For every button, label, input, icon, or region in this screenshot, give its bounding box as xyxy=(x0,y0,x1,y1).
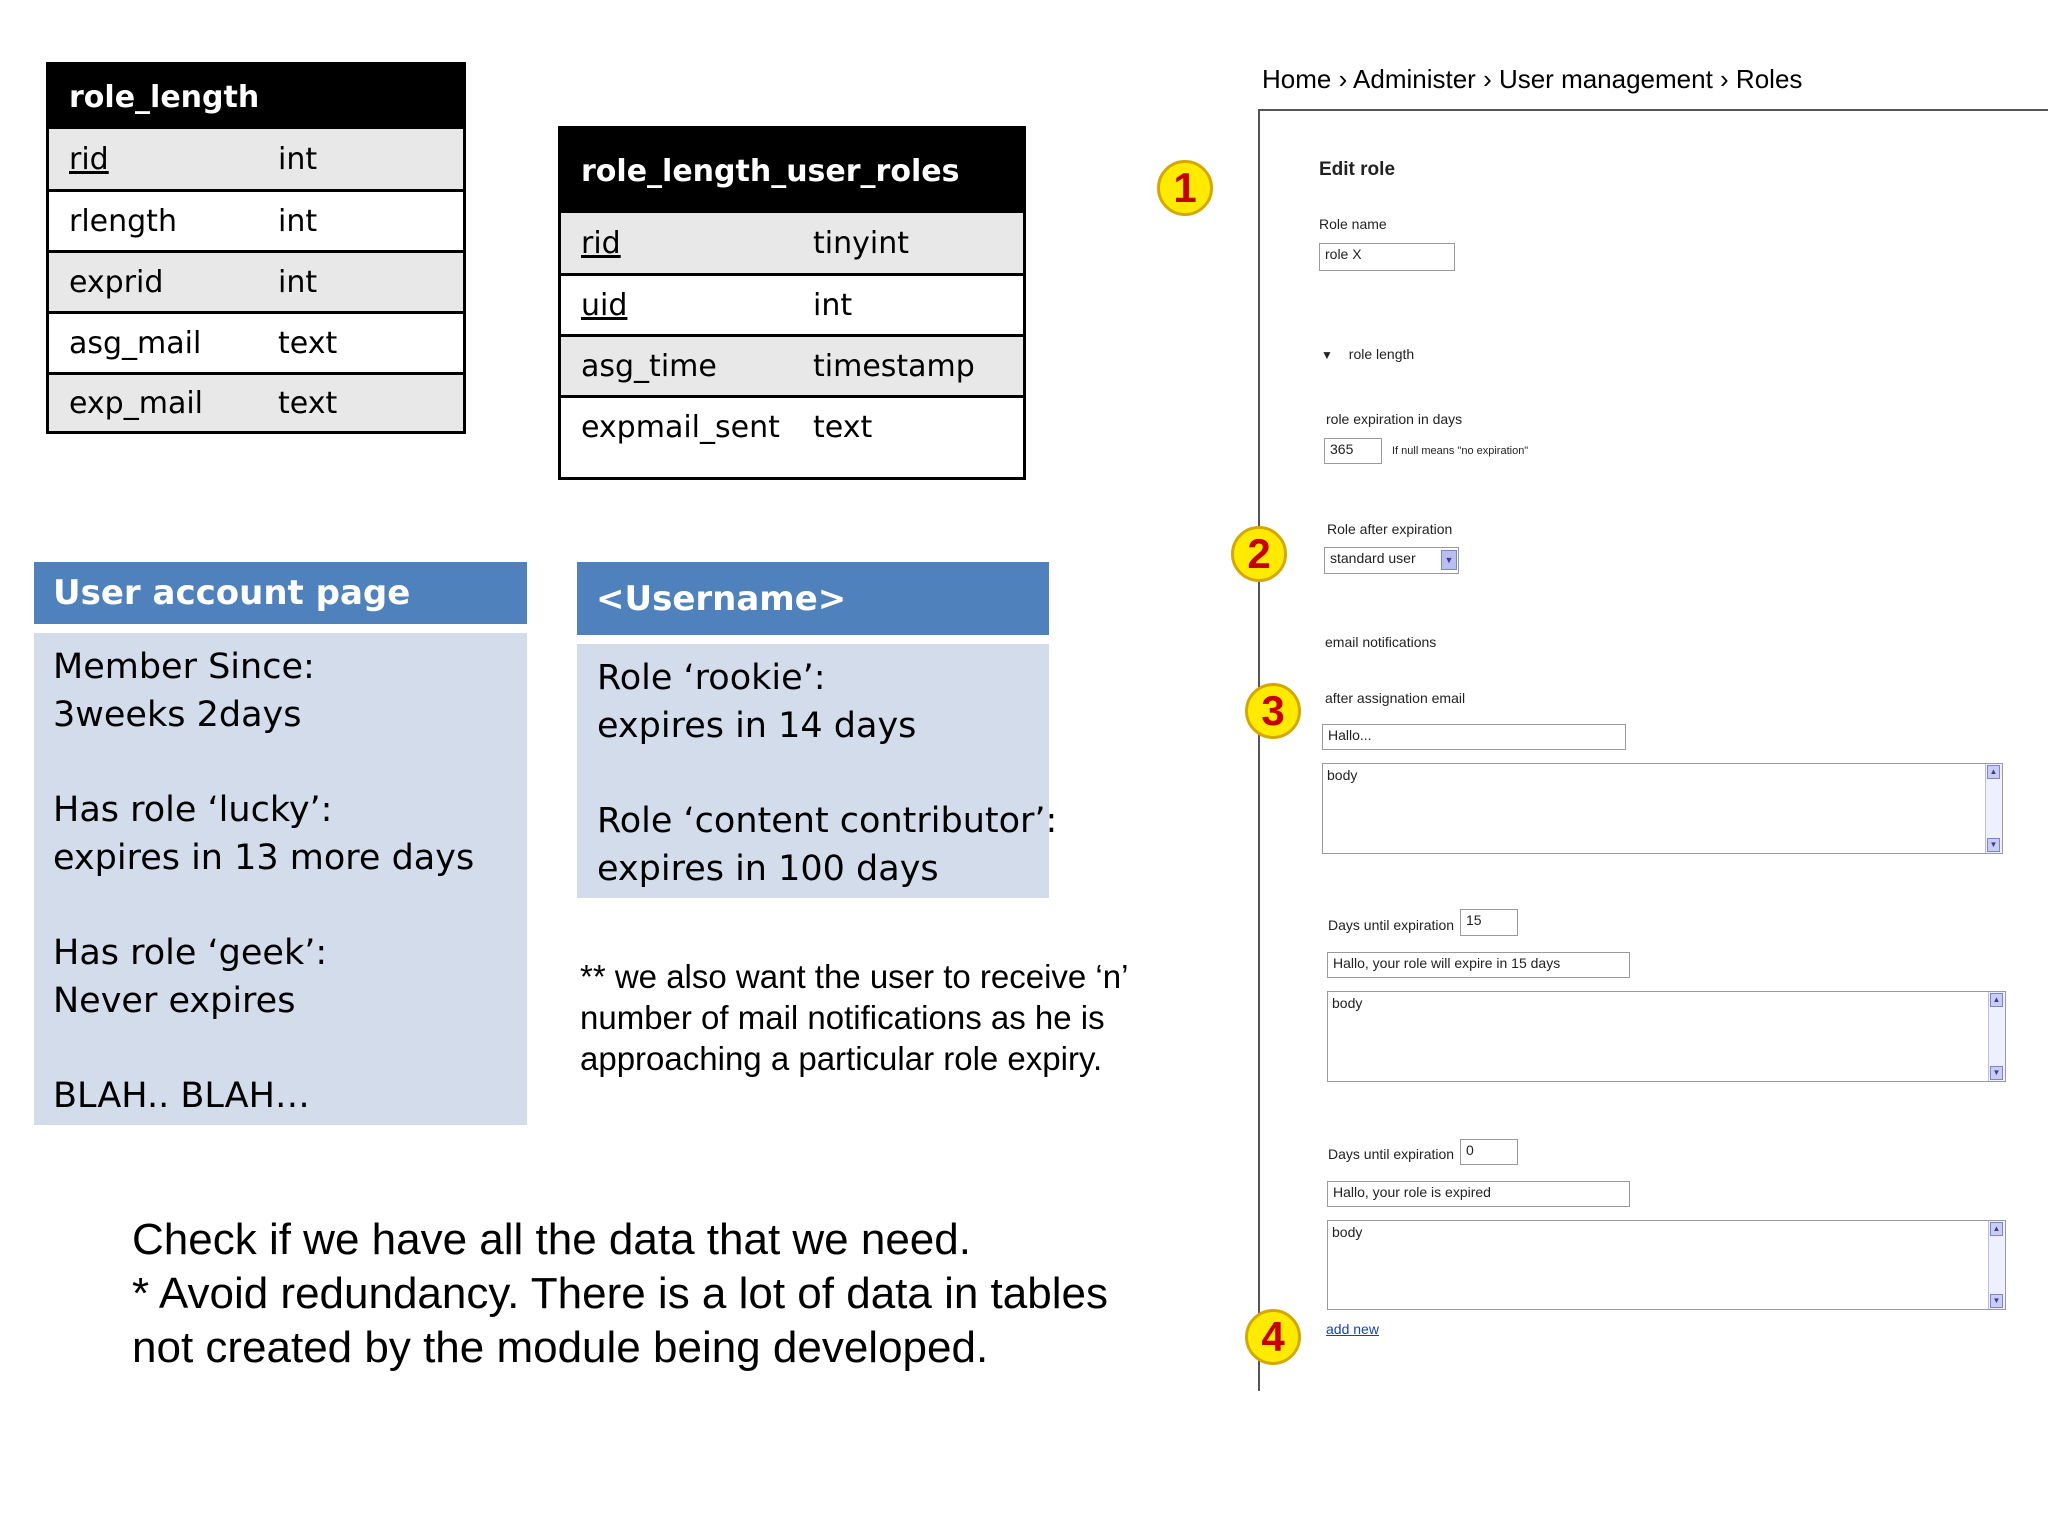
panel-line: expires in 14 days xyxy=(597,706,917,746)
triangle-down-icon: ▼ xyxy=(1321,348,1333,362)
column-type: int xyxy=(278,203,318,239)
breadcrumb[interactable]: Home › Administer › User management › Roles xyxy=(1262,64,1803,94)
notice1-subject-input[interactable]: Hallo, your role will expire in 15 days xyxy=(1327,952,1630,978)
scroll-down-icon[interactable]: ▼ xyxy=(1990,1294,2003,1308)
notice2-subject-input[interactable]: Hallo, your role is expired xyxy=(1327,1181,1630,1207)
chevron-down-icon[interactable]: ▼ xyxy=(1441,550,1457,570)
scrollbar[interactable] xyxy=(1988,992,2005,1081)
column-type: timestamp xyxy=(813,348,975,384)
panel-line: Member Since: xyxy=(53,647,315,687)
table-row xyxy=(561,273,1023,334)
table-row xyxy=(49,189,463,250)
column-type: tinyint xyxy=(813,225,909,261)
role-name-label: Role name xyxy=(1319,216,1387,232)
role-name-input[interactable]: role X xyxy=(1319,243,1455,271)
form-frame-left-border xyxy=(1258,109,1260,1391)
panel-line: expires in 13 more days xyxy=(53,838,475,878)
notice1-body-textarea[interactable] xyxy=(1327,991,2006,1082)
table-row xyxy=(561,334,1023,395)
after-expiration-select[interactable] xyxy=(1324,547,1459,574)
username-panel xyxy=(577,644,1058,898)
form-frame-top-border xyxy=(1258,109,2048,111)
textarea-value: body xyxy=(1332,1224,1363,1240)
column-type: int xyxy=(278,264,318,300)
scroll-up-icon[interactable]: ▲ xyxy=(1990,993,2003,1007)
scroll-up-icon[interactable]: ▲ xyxy=(1990,1222,2003,1236)
panel-line: Has role ‘geek’: xyxy=(53,933,328,973)
days-until-label: Days until expiration xyxy=(1328,917,1455,933)
select-value: standard user xyxy=(1330,550,1416,566)
scroll-up-icon[interactable]: ▲ xyxy=(1987,765,2000,779)
column-name: uid xyxy=(581,287,628,323)
table-row xyxy=(49,250,463,311)
scrollbar[interactable] xyxy=(1988,1221,2005,1309)
table-row xyxy=(561,213,1023,273)
role-length-user-roles-table xyxy=(558,126,1026,480)
fieldset-role-length[interactable] xyxy=(1321,346,1414,362)
column-name: asg_mail xyxy=(69,325,202,361)
marker-3: 3 xyxy=(1245,683,1301,739)
scrollbar[interactable] xyxy=(1985,764,2002,853)
column-name: exprid xyxy=(69,264,164,300)
column-name: rlength xyxy=(69,203,177,239)
after-assignation-label: after assignation email xyxy=(1325,690,1466,706)
username-panel-title: <Username> xyxy=(577,562,1049,635)
table-title: role_length xyxy=(49,65,463,129)
column-name: rid xyxy=(69,141,109,177)
mail-notification-note: ** we also want the user to receive ‘n’ number of mail notifications as he is approaching a particular role expiry. xyxy=(580,958,1128,1077)
table-row xyxy=(561,395,1023,477)
column-name: asg_time xyxy=(581,348,717,384)
panel-line: BLAH.. BLAH… xyxy=(53,1076,310,1116)
add-new-link[interactable]: add new xyxy=(1326,1321,1379,1337)
panel-line: 3weeks 2days xyxy=(53,695,302,735)
user-account-panel xyxy=(34,633,527,1125)
notice2-days-input[interactable]: 0 xyxy=(1460,1139,1518,1165)
column-type: text xyxy=(813,410,873,445)
bottom-text-line: Check if we have all the data that we need. xyxy=(132,1215,971,1264)
scroll-down-icon[interactable]: ▼ xyxy=(1990,1066,2003,1080)
after-expiration-label: Role after expiration xyxy=(1327,521,1453,537)
assign-body-textarea[interactable] xyxy=(1322,763,2003,854)
notice2-body-textarea[interactable] xyxy=(1327,1220,2006,1310)
column-name: rid xyxy=(581,225,621,261)
role-length-table xyxy=(46,62,466,434)
user-account-panel-title: User account page xyxy=(34,562,527,624)
marker-1: 1 xyxy=(1157,160,1213,216)
column-name: expmail_sent xyxy=(581,410,780,445)
textarea-value: body xyxy=(1332,995,1363,1011)
panel-line: Role ‘rookie’: xyxy=(597,658,826,698)
assign-subject-input[interactable]: Hallo... xyxy=(1322,724,1626,750)
expiration-input[interactable]: 365 xyxy=(1324,438,1382,464)
form-title: Edit role xyxy=(1319,159,1396,180)
column-type: int xyxy=(813,287,853,323)
marker-2: 2 xyxy=(1231,526,1287,582)
email-notifications-label: email notifications xyxy=(1325,634,1437,650)
bottom-text-line: not created by the module being developed. xyxy=(132,1323,989,1372)
fieldset-label: role length xyxy=(1348,346,1415,362)
textarea-value: body xyxy=(1327,767,1358,783)
notice1-days-input[interactable]: 15 xyxy=(1460,909,1518,936)
column-type: int xyxy=(278,141,318,177)
panel-line: Has role ‘lucky’: xyxy=(53,790,333,830)
column-type: text xyxy=(278,325,338,361)
panel-line: Role ‘content contributor’: xyxy=(597,801,1058,841)
marker-4: 4 xyxy=(1245,1309,1301,1365)
table-title: role_length_user_roles xyxy=(561,129,1023,213)
panel-line: Never expires xyxy=(53,981,296,1021)
days-until-label: Days until expiration xyxy=(1328,1146,1455,1162)
bottom-text-line: * Avoid redundancy. There is a lot of data in tables xyxy=(132,1269,1108,1318)
expiration-label: role expiration in days xyxy=(1326,411,1463,427)
column-name: exp_mail xyxy=(69,386,204,421)
table-row xyxy=(49,129,463,189)
column-type: text xyxy=(278,386,338,421)
scroll-down-icon[interactable]: ▼ xyxy=(1987,838,2000,852)
table-row xyxy=(49,311,463,372)
panel-line: expires in 100 days xyxy=(597,849,939,889)
table-row xyxy=(49,372,463,432)
expiration-hint: If null means "no expiration" xyxy=(1392,445,1529,457)
